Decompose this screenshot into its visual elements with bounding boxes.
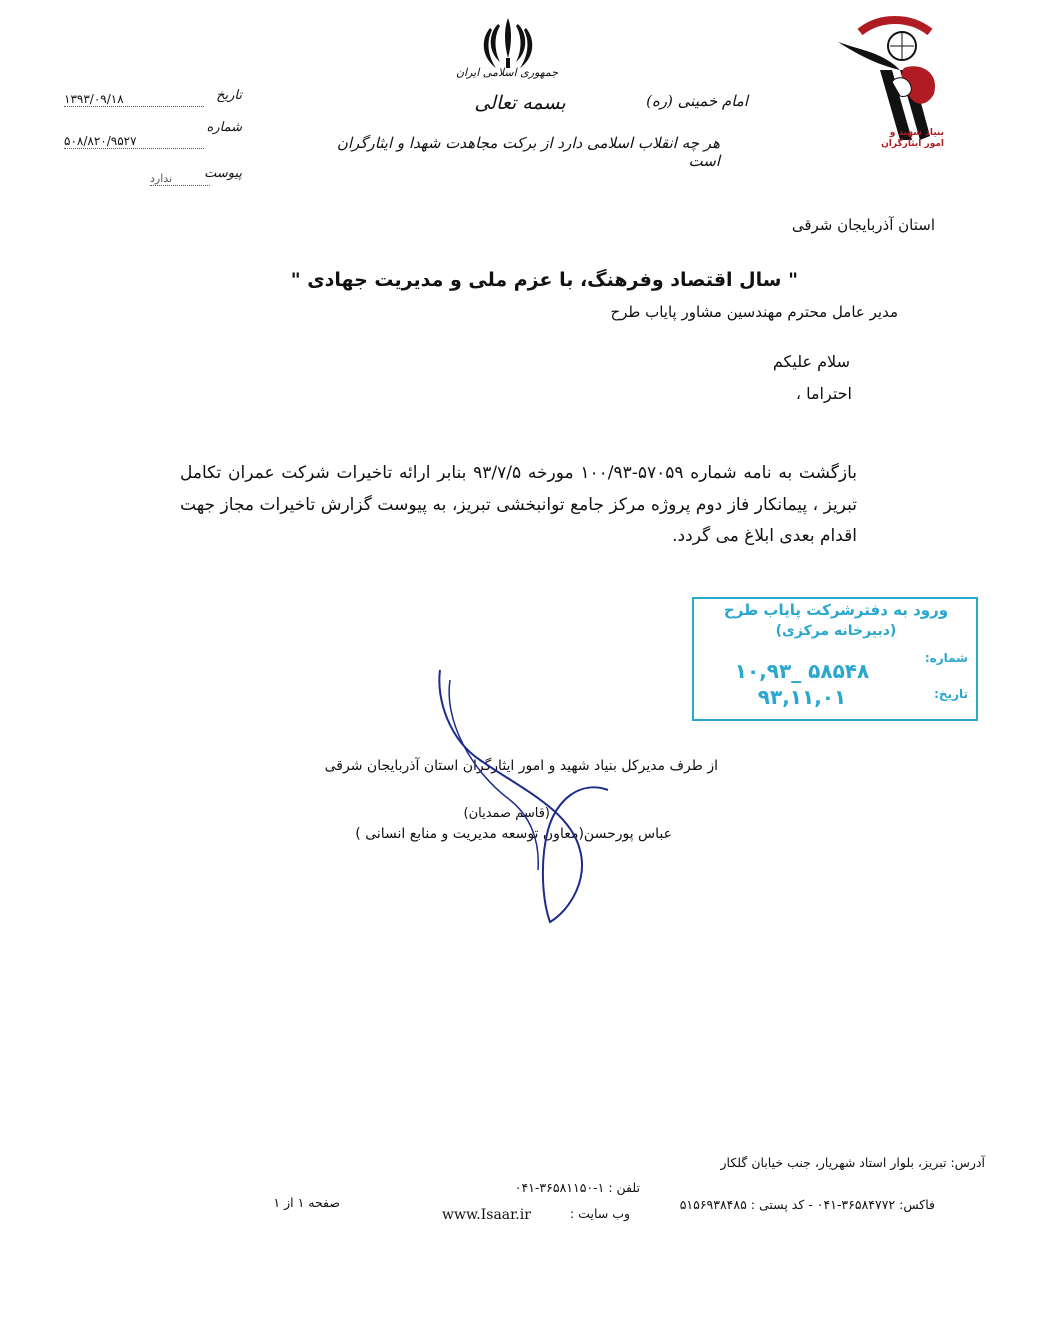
receipt-stamp bbox=[692, 597, 978, 721]
respect: احتراما ، bbox=[795, 384, 852, 403]
date-value: ۱۳۹۳/۰۹/۱۸ bbox=[64, 92, 204, 107]
footer-address: آدرس: تبریز، بلوار استاد شهریار، جنب خیابان گلکار bbox=[720, 1155, 985, 1170]
stamp-date-label: تاریخ: bbox=[934, 687, 968, 701]
date-label: تاریخ bbox=[216, 88, 242, 103]
signatory-name: (قاسم صمدیان) bbox=[463, 806, 550, 821]
footer-fax: فاکس: ۳۶۵۸۴۷۷۲-۰۴۱ - کد پستی : ۵۱۵۶۹۳۸۴۸۵ bbox=[679, 1197, 935, 1212]
addressee bbox=[520, 303, 898, 321]
republic-title: جمهوری اسلامی ایران bbox=[455, 66, 559, 79]
header-motto: هر چه انقلاب اسلامی دارد از برکت مجاهدت شهدا و ایثارگران است bbox=[336, 134, 720, 170]
stamp-line2: (دبیرخانه مرکزی) bbox=[775, 623, 897, 639]
attachment-value: ندارد bbox=[150, 172, 210, 186]
stamp-date-value: ۹۳,۱۱,۰۱ bbox=[757, 685, 847, 709]
handwritten-signature-icon bbox=[430, 660, 630, 930]
logo-caption: بنیاد شهید و امور ایثارگران bbox=[881, 128, 944, 149]
year-slogan: " سال اقتصاد وفرهنگ، با عزم ملی و مدیریت جهادی " bbox=[290, 269, 798, 291]
signer-line: عباس پورحسن(معاون توسعه مدیریت و منابع انسانی ) bbox=[355, 826, 672, 842]
page-number: صفحه ۱ از ۱ bbox=[273, 1195, 340, 1210]
letter-body: بازگشت به نامه شماره ۵۷۰۵۹-۱۰۰/۹۳ مورخه ۹۳/۷/۵ بنابر ارائه تاخیرات شرکت عمران تکامل تبریز ، پیمانکار فاز دوم پروژه مرکز جامع توانبخشی تبریز، به پیوست گزارش تاخیرات مجاز جهت اقدام بعدی ابلاغ می گردد. bbox=[180, 463, 858, 546]
imam-attribution: امام خمینی (ره) bbox=[646, 92, 748, 110]
footer-phone: تلفن : ۱-۳۶۵۸۱۱۵۰-۰۴۱ bbox=[514, 1180, 640, 1195]
foundation-logo bbox=[830, 10, 950, 180]
number-value: ۵۰۸/۸۲۰/۹۵۲۷ bbox=[64, 134, 204, 149]
attachment-label: پیوست bbox=[204, 166, 242, 181]
greeting: سلام علیکم bbox=[772, 352, 850, 371]
number-label: شماره bbox=[206, 120, 242, 135]
footer-website-label: وب سایت : bbox=[570, 1206, 630, 1221]
on-behalf-line: از طرف مدیرکل بنیاد شهید و امور ایثارگران استان آذربایجان شرقی bbox=[324, 758, 718, 774]
stamp-number-label: شماره: bbox=[924, 651, 968, 665]
stamp-line1: ورود به دفترشرکت پایاب طرح bbox=[723, 601, 949, 619]
stamp-number-value: ۱۰,۹۳_ ۵۸۵۴۸ bbox=[734, 659, 870, 683]
bismillah: بسمه تعالی bbox=[474, 92, 566, 114]
martyr-foundation-logo-icon bbox=[830, 10, 950, 180]
province: استان آذربایجان شرقی bbox=[791, 216, 935, 234]
addressee-text: مدیر عامل محترم مهندسین مشاور پایاب طرح bbox=[610, 303, 898, 321]
footer-website[interactable]: www.Isaar.ir bbox=[442, 1207, 531, 1223]
